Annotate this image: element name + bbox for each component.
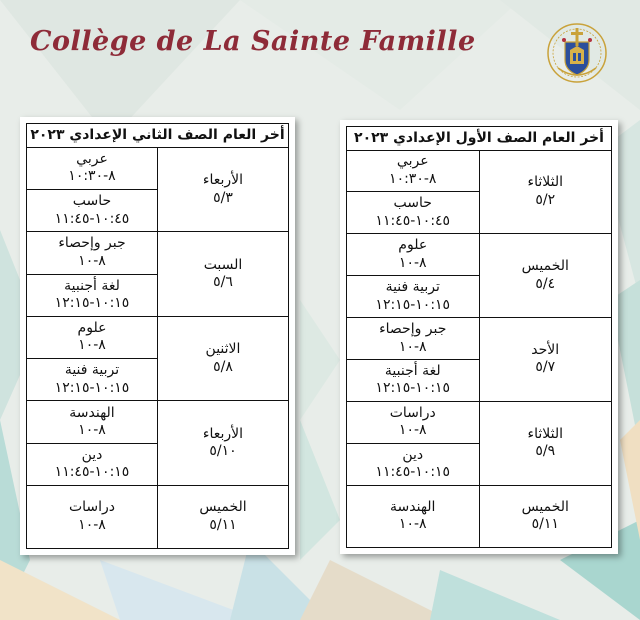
day-date: ٥/٨ — [213, 358, 233, 375]
exam-subject: دراسات — [68, 499, 116, 516]
exam-subject: دراسات — [389, 404, 436, 421]
exam-cell — [27, 485, 158, 548]
schedule-title-grade2: أخر العام الصف الثاني الإعدادي ٢٠٢٣ — [27, 124, 289, 148]
exam-time: ١٠:١٥-١١:٤٥ — [54, 464, 130, 481]
exam-subject: تربية فنية — [64, 362, 120, 379]
day-name: الخميس — [199, 499, 247, 516]
exam-time: ١٠:١٥-١٢:١٥ — [54, 295, 130, 312]
exam-subject: الهندسة — [69, 404, 115, 421]
exam-cell — [347, 318, 480, 360]
exam-time: ٨-١٠:٣٠ — [68, 168, 116, 185]
exam-time: ١٠:١٥-١٢:١٥ — [375, 380, 451, 397]
exam-time: ٨-١٠ — [78, 252, 106, 269]
day-cell — [158, 485, 289, 548]
exam-cell — [27, 401, 158, 443]
schedule-sheet-grade1 — [340, 120, 618, 554]
exam-time: ٨-١٠ — [78, 516, 106, 533]
exam-subject: الهندسة — [390, 498, 436, 515]
exam-subject: عربي — [76, 150, 108, 167]
schedule-table-grade1 — [346, 126, 612, 548]
exam-cell — [347, 150, 480, 192]
day-date: ٥/٦ — [213, 274, 233, 291]
day-cell — [479, 150, 612, 234]
exam-cell — [27, 147, 158, 189]
day-date: ٥/٢ — [535, 191, 556, 208]
exam-time: ١٠:١٥-١٢:١٥ — [54, 379, 130, 396]
schedule-sheet-grade2 — [20, 117, 295, 555]
day-date: ٥/٩ — [535, 443, 556, 460]
exam-subject: لغة أجنبية — [64, 277, 120, 294]
exam-time: ٨-١٠ — [398, 338, 427, 355]
day-date: ٥/٤ — [535, 275, 556, 292]
schedule-table-grade2 — [26, 123, 289, 549]
exam-subject: علوم — [398, 237, 428, 254]
exam-cell — [27, 316, 158, 358]
day-cell — [158, 232, 289, 317]
day-cell — [158, 316, 289, 401]
exam-subject: عربي — [396, 153, 429, 170]
exam-time: ٨-١٠ — [398, 516, 427, 533]
day-cell — [158, 147, 289, 232]
exam-cell — [27, 359, 158, 401]
day-name: الأحد — [531, 341, 560, 358]
day-name: الاثنين — [205, 341, 241, 358]
exam-cell — [347, 359, 480, 401]
exam-subject: تربية فنية — [385, 279, 440, 296]
day-name: الثلاثاء — [527, 425, 563, 442]
day-cell — [158, 401, 289, 486]
exam-cell — [27, 232, 158, 274]
exam-time: ١٠:٤٥-١١:٤٥ — [375, 212, 451, 229]
exam-time: ١٠:٤٥-١١:٤٥ — [54, 210, 130, 227]
day-date: ٥/٧ — [535, 359, 556, 376]
exam-time: ١٠:١٥-١١:٤٥ — [375, 464, 451, 481]
day-name: الثلاثاء — [527, 174, 563, 191]
exam-cell — [347, 234, 480, 276]
day-name: الأربعاء — [202, 172, 244, 188]
day-name: الخميس — [521, 498, 569, 515]
exam-subject: حاسب — [393, 195, 432, 212]
schedule-title-grade1: أخر العام الصف الأول الإعدادي ٢٠٢٣ — [347, 127, 612, 151]
exam-time: ٨-١٠ — [78, 422, 106, 439]
exam-time: ٨-١٠ — [398, 254, 427, 271]
exam-cell — [27, 443, 158, 485]
day-name: السبت — [203, 256, 243, 273]
exam-time: ٨-١٠ — [78, 337, 106, 354]
day-date: ٥/١٠ — [209, 443, 237, 460]
day-cell — [479, 401, 612, 485]
exam-cell — [347, 401, 480, 443]
exam-time: ٨-١٠ — [398, 422, 427, 439]
exam-cell — [27, 190, 158, 232]
day-cell — [479, 234, 612, 318]
exam-cell — [347, 192, 480, 234]
day-cell — [479, 485, 612, 547]
exam-subject: لغة أجنبية — [384, 362, 441, 379]
exam-time: ٨-١٠:٣٠ — [389, 170, 437, 187]
school-name: Collège de La Sainte Famille — [30, 26, 476, 57]
day-date: ٥/١١ — [531, 516, 559, 533]
day-name: الأربعاء — [202, 425, 244, 442]
exam-cell — [27, 274, 158, 316]
exam-time: ١٠:١٥-١٢:١٥ — [375, 296, 451, 313]
day-date: ٥/٣ — [213, 189, 233, 206]
school-crest-logo — [546, 20, 608, 86]
exam-subject: دين — [402, 446, 424, 463]
day-name: الخميس — [521, 258, 569, 275]
day-date: ٥/١١ — [209, 516, 237, 533]
exam-cell — [347, 276, 480, 318]
exam-subject: حاسب — [72, 193, 112, 210]
exam-subject: جبر وإحصاء — [58, 235, 126, 252]
exam-cell — [347, 443, 480, 485]
day-cell — [479, 318, 612, 402]
exam-cell — [347, 485, 480, 547]
exam-subject: جبر وإحصاء — [379, 321, 447, 337]
exam-subject: دين — [81, 446, 103, 463]
exam-subject: علوم — [77, 319, 107, 336]
